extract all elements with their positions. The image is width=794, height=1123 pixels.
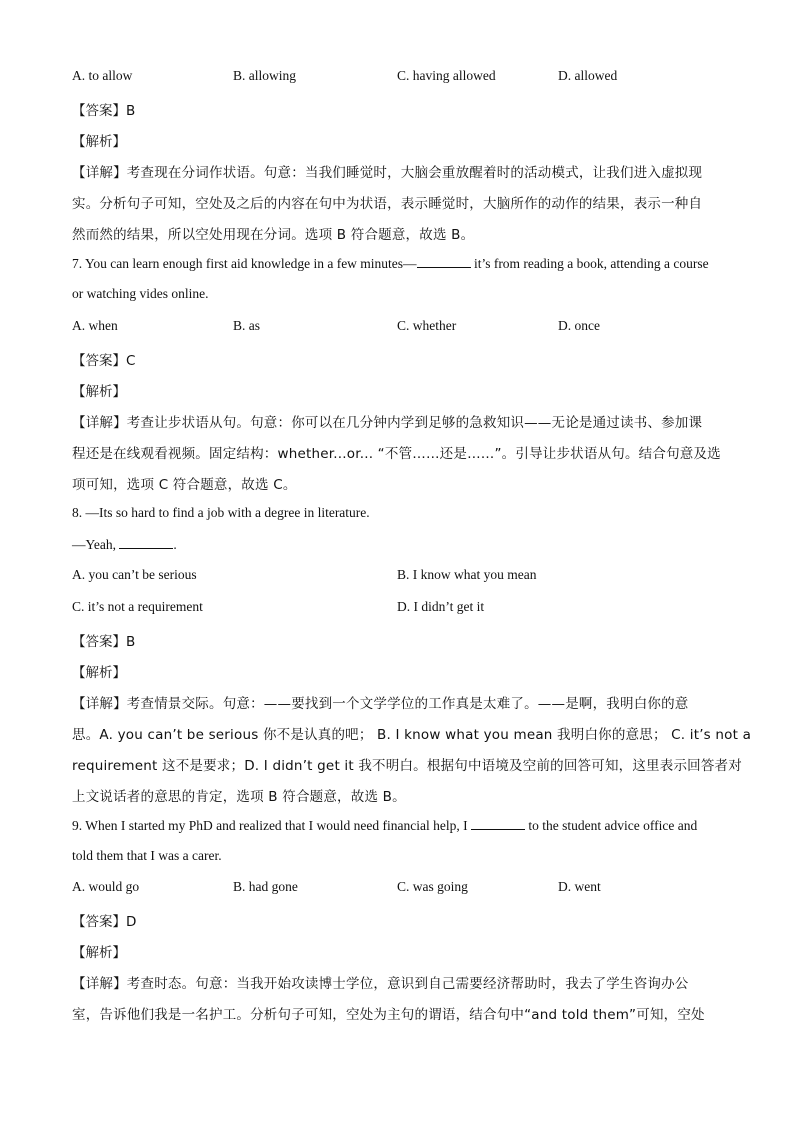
q6-option-d: D. allowed: [558, 68, 618, 83]
q6-option-c: C. having allowed: [397, 68, 496, 83]
q9-option-d: D. went: [558, 879, 601, 894]
q7-option-c: C. whether: [397, 318, 457, 333]
q9-option-c: C. was going: [397, 879, 468, 894]
q8-answer: 【答案】B: [72, 634, 136, 650]
q8-detail-line-3: requirement 这不是要求；D. I didn’t get it 我不明白。根据句中语境及空前的回答可知，这里表示回答者对: [72, 758, 742, 774]
q6-option-a: A. to allow: [72, 68, 133, 83]
q7-analysis-label: 【解析】: [72, 384, 126, 400]
q9-stem-line-2: told them that I was a carer.: [72, 848, 222, 863]
q7-answer: 【答案】C: [72, 353, 136, 369]
q8-option-a: A. you can’t be serious: [72, 567, 197, 582]
q7-option-a: A. when: [72, 318, 118, 333]
q7-detail-line-3: 项可知，选项 C 符合题意，故选 C。: [72, 477, 297, 493]
q8-stem-part-1: —Yeah,: [72, 537, 120, 552]
q9-detail-line-2: 室，告诉他们我是一名护工。分析句子可知，空处为主句的谓语，结合句中“and told them”可知，空处: [72, 1007, 705, 1023]
q8-option-b: B. I know what you mean: [397, 567, 537, 582]
q6-analysis-label: 【解析】: [72, 134, 126, 150]
q8-options-row-2: [72, 599, 724, 617]
q8-option-d: D. I didn’t get it: [397, 599, 485, 614]
q7-option-b: B. as: [233, 318, 260, 333]
q6-options: [72, 68, 724, 86]
q8-options-row-1: [72, 567, 724, 585]
q9-stem-line-1: [72, 817, 697, 834]
q7-stem-line-1: [72, 255, 709, 272]
q6-answer: 【答案】B: [72, 103, 136, 119]
q7-options: [72, 318, 724, 336]
q7-option-d: D. once: [558, 318, 600, 333]
q9-analysis-label: 【解析】: [72, 945, 126, 961]
q9-blank: [471, 817, 525, 830]
q8-stem-part-2: .: [173, 537, 177, 552]
q6-detail-line-2: 实。分析句子可知，空处及之后的内容在句中为状语，表示睡觉时，大脑所作的动作的结果，表示一种自: [72, 196, 703, 212]
q9-stem-part-2: to the student advice office and: [525, 818, 698, 833]
q7-stem-part-2: it’s from reading a book, attending a course: [470, 256, 709, 271]
q6-detail-line-1: 【详解】考查现在分词作状语。句意：当我们睡觉时，大脑会重放醒着时的活动模式，让我们进入虚拟现: [72, 165, 703, 181]
q7-blank: [417, 255, 471, 268]
q7-detail-line-1: 【详解】考查让步状语从句。句意：你可以在几分钟内学到足够的急救知识——无论是通过读书、参加课: [72, 415, 703, 431]
q8-detail-line-4: 上文说话者的意思的肯定，选项 B 符合题意，故选 B。: [72, 789, 406, 805]
q6-detail-line-3: 然而然的结果，所以空处用现在分词。选项 B 符合题意，故选 B。: [72, 227, 475, 243]
q6-option-b: B. allowing: [233, 68, 296, 83]
q8-stem-line-2: [72, 536, 177, 553]
q7-stem-part-1: 7. You can learn enough first aid knowledge in a few minutes—: [72, 256, 417, 271]
q8-detail-line-2: 思。A. you can’t be serious 你不是认真的吧； B. I know what you mean 我明白你的意思； C. it’s not a: [72, 727, 752, 743]
q8-option-c: C. it’s not a requirement: [72, 599, 203, 614]
q9-option-a: A. would go: [72, 879, 140, 894]
q7-detail-line-2: 程还是在线观看视频。固定结构：whether...or... “不管……还是……”。引导让步状语从句。结合句意及选: [72, 446, 721, 462]
q8-analysis-label: 【解析】: [72, 665, 126, 681]
q8-blank: [119, 536, 173, 549]
q8-detail-line-1: 【详解】考查情景交际。句意：——要找到一个文学学位的工作真是太难了。——是啊，我明白你的意: [72, 696, 689, 712]
q8-stem-line-1: 8. —Its so hard to find a job with a degree in literature.: [72, 505, 370, 520]
q9-options: [72, 879, 724, 897]
q9-answer: 【答案】D: [72, 914, 137, 930]
q9-stem-part-1: 9. When I started my PhD and realized that I would need financial help, I: [72, 818, 471, 833]
q9-option-b: B. had gone: [233, 879, 298, 894]
q9-detail-line-1: 【详解】考查时态。句意：当我开始攻读博士学位，意识到自己需要经济帮助时，我去了学生咨询办公: [72, 976, 689, 992]
q7-stem-line-2: or watching vides online.: [72, 286, 209, 301]
